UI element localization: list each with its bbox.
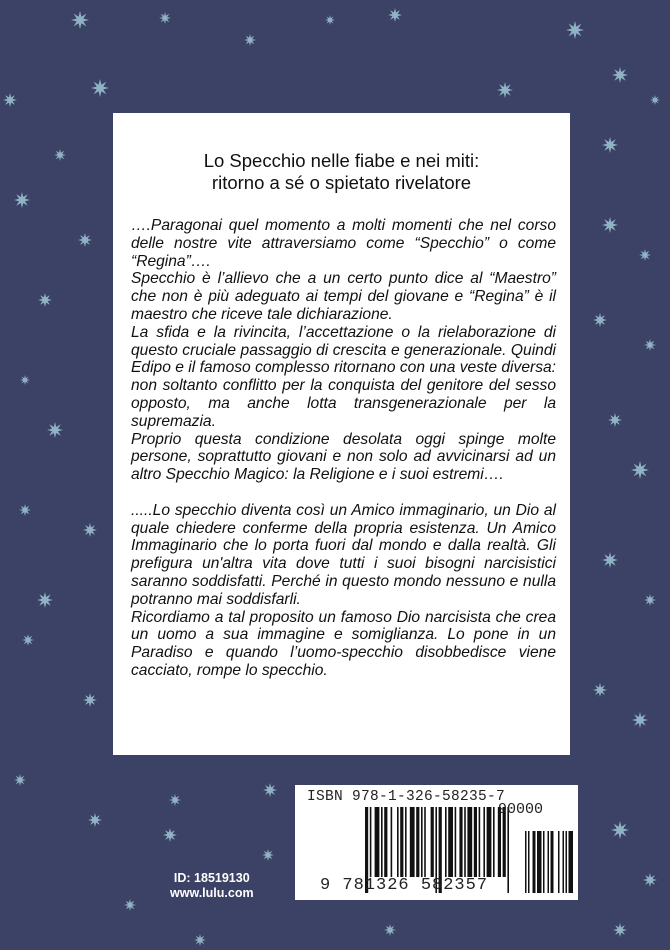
blurb-paragraph: Specchio è l’allievo che a un certo punto dice al “Maestro” che non è più adeguato ai tempi del giovane e “Regina” è il maestro che riceve tale dichiarazione. bbox=[131, 270, 556, 323]
star-icon bbox=[263, 783, 277, 797]
barcode-digits: 9 781326 582357 bbox=[320, 876, 489, 895]
star-icon bbox=[91, 79, 109, 97]
star-icon bbox=[632, 712, 648, 728]
publisher-url: www.lulu.com bbox=[170, 886, 254, 900]
star-icon bbox=[71, 11, 89, 29]
blurb-panel bbox=[113, 113, 570, 755]
publisher-info bbox=[170, 871, 254, 901]
star-icon bbox=[650, 95, 660, 105]
star-icon bbox=[593, 313, 607, 327]
blurb-paragraph: ….Paragonai quel momento a molti momenti che nel corso delle nostre vite attraversiamo come “Specchio” o come “Regina”…. bbox=[131, 217, 556, 270]
star-icon bbox=[14, 774, 26, 786]
star-icon bbox=[124, 899, 136, 911]
blurb-paragraph: Proprio questa condizione desolata oggi spinge molte persone, soprattutto giovani e non solo ad avvicinarsi ad un altro Specchio Magico: la Religione e i suoi estremi…. bbox=[131, 430, 556, 484]
star-icon bbox=[163, 828, 177, 842]
star-icon bbox=[602, 217, 618, 233]
star-icon bbox=[47, 422, 63, 438]
star-icon bbox=[159, 12, 171, 24]
star-icon bbox=[566, 21, 584, 39]
star-icon bbox=[262, 849, 274, 861]
blurb-paragraph: Ricordiamo a tal proposito un famoso Dio narcisista che crea un uomo a sua immagine e somiglianza. Lo pone in un Paradiso e quando l’uomo-specchio disobbedisce viene cacciato, rompe lo specchio. bbox=[131, 608, 556, 679]
star-icon bbox=[644, 339, 656, 351]
star-icon bbox=[644, 594, 656, 606]
star-icon bbox=[631, 461, 649, 479]
star-icon bbox=[384, 924, 396, 936]
star-icon bbox=[37, 592, 53, 608]
price-addon-label: 90000 bbox=[498, 801, 544, 818]
star-icon bbox=[20, 375, 30, 385]
publisher-id: ID: 18519130 bbox=[173, 871, 250, 885]
star-icon bbox=[497, 82, 513, 98]
star-icon bbox=[611, 821, 629, 839]
star-icon bbox=[88, 813, 102, 827]
star-icon bbox=[244, 34, 256, 46]
star-icon bbox=[169, 794, 181, 806]
isbn-label: ISBN 978-1-326-58235-7 bbox=[307, 789, 506, 805]
blurb-paragraph: La sfida e la rivincita, l’accettazione o la rielaborazione di questo cruciale passaggio di crescita e generazionale. Quindi Edipo e il famoso complesso ritornano con una veste diversa: non soltanto conflitto per la conquista del genitore del sesso opposto, ma anche lotta transgenerazionale per la supremazia. bbox=[131, 323, 556, 430]
star-icon bbox=[83, 523, 97, 537]
star-icon bbox=[14, 192, 30, 208]
star-icon bbox=[612, 67, 628, 83]
star-icon bbox=[388, 8, 402, 22]
book-title bbox=[113, 150, 570, 194]
star-icon bbox=[602, 552, 618, 568]
star-icon bbox=[54, 149, 66, 161]
star-icon bbox=[608, 413, 622, 427]
star-icon bbox=[19, 504, 31, 516]
star-icon bbox=[613, 923, 627, 937]
blurb-text bbox=[131, 217, 556, 680]
star-icon bbox=[22, 634, 34, 646]
title-line-2: ritorno a sé o spietato rivelatore bbox=[211, 172, 472, 193]
star-icon bbox=[325, 15, 335, 25]
star-icon bbox=[78, 233, 92, 247]
star-icon bbox=[643, 873, 657, 887]
star-icon bbox=[3, 93, 17, 107]
title-line-1: Lo Specchio nelle fiabe e nei miti: bbox=[203, 150, 480, 171]
star-icon bbox=[593, 683, 607, 697]
isbn-barcode bbox=[295, 785, 578, 900]
star-icon bbox=[83, 693, 97, 707]
star-icon bbox=[639, 249, 651, 261]
star-icon bbox=[38, 293, 52, 307]
star-icon bbox=[194, 934, 206, 946]
star-icon bbox=[602, 137, 618, 153]
blurb-paragraph: .....Lo specchio diventa così un Amico immaginario, un Dio al quale chiedere conferme della propria esistenza. Un Amico Immaginario che lo porta fuori dal mondo e dalla realtà. Gli prefigura un'altra vita dove tutti i suoi bisogni narcisistici saranno soddisfatti. Perché in questo mondo nessuno e nulla potranno mai soddisfarli. bbox=[131, 501, 556, 608]
